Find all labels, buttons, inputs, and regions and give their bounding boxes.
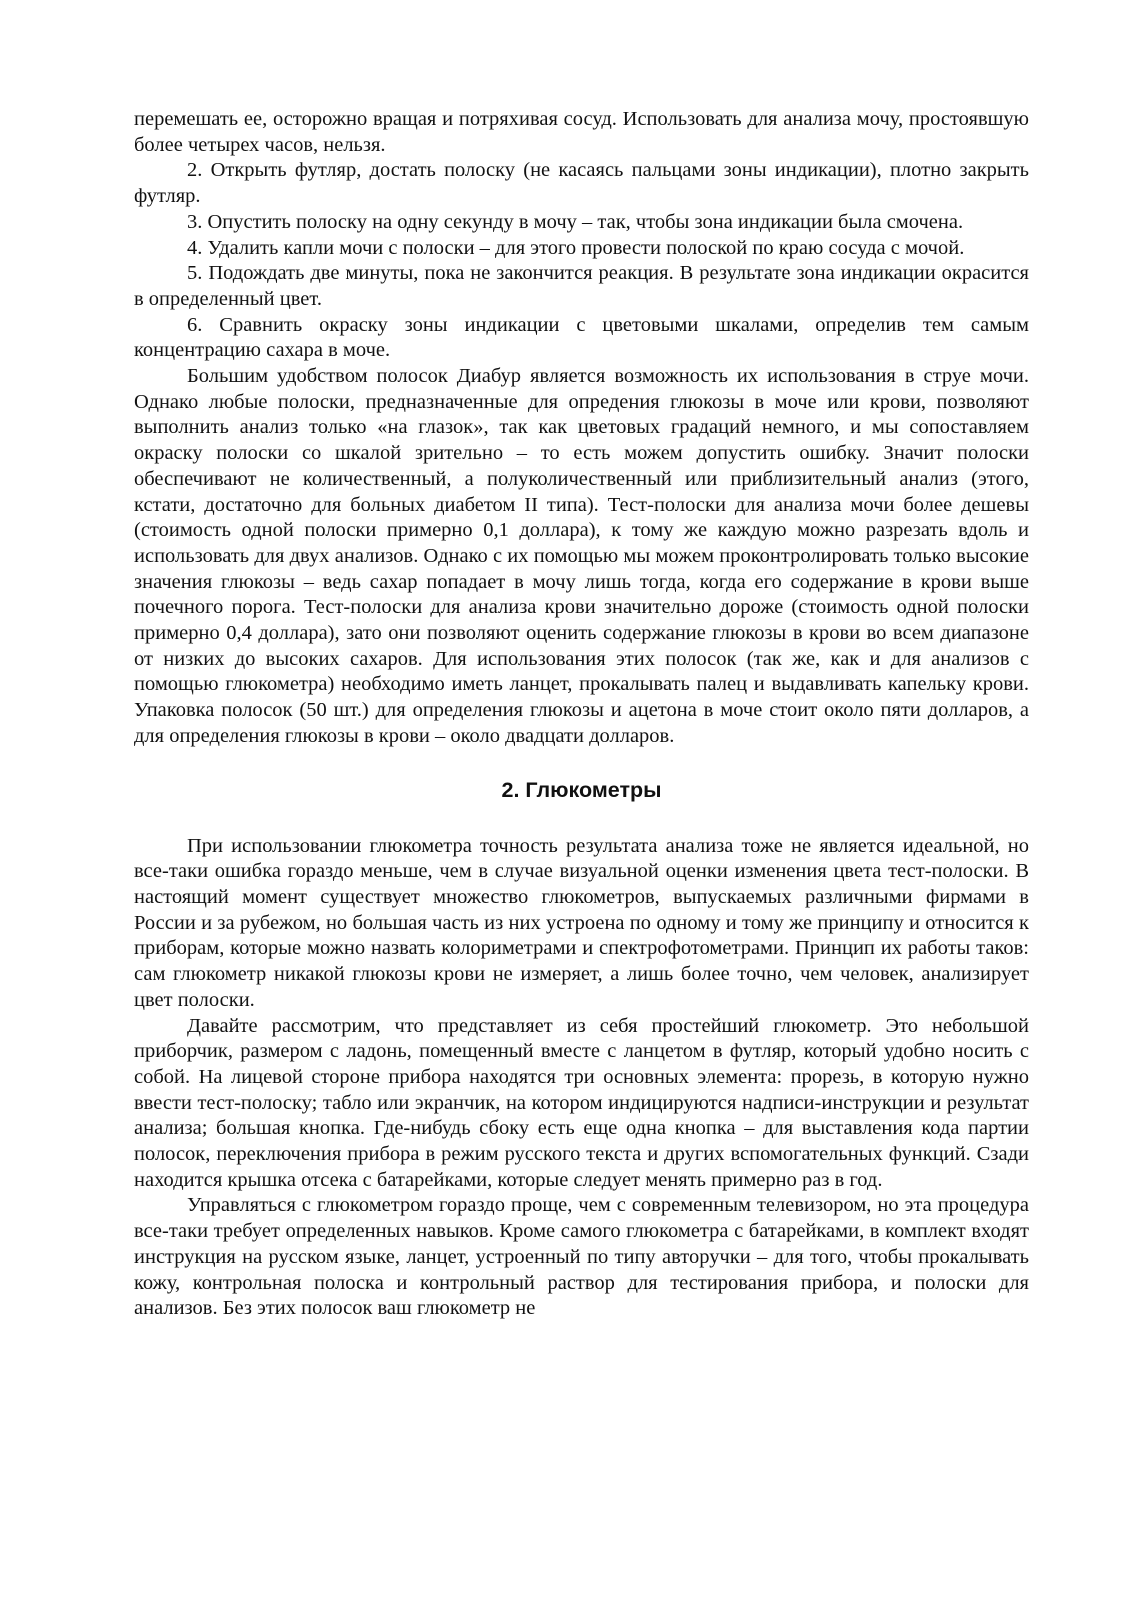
paragraph-glucometer-accuracy: При использовании глюкометра точность результата анализа тоже не является идеальной, но все-таки ошибка гораздо меньше, чем в случае визуальной оценки изменения цвета тест-полоски. В настоящий момент существует множество глюкометров, выпускаемых различными фирмами в России и за рубежом, но большая часть из них устроена по одному и тому же принципу и относится к приборам, которые можно назвать колориметрами и спектрофотометрами. Принцип их работы таков: сам глюкометр никакой глюкозы крови не измеряет, а лишь более точно, чем человек, анализирует цвет полоски. [134,834,1029,1011]
paragraph-glucometer-usage: Управляться с глюкометром гораздо проще, чем с современным телевизором, но эта процедура все-таки требует определенных навыков. Кроме самого глюкометра с батарейками, в комплект входят инструкция на русском языке, ланцет, устроенный по типу авторучки – для того, чтобы прокалывать кожу, контрольная полоска и контрольный раствор для тестирования прибора, и полоски для анализов. Без этих полосок ваш глюкометр не [134,1194,1029,1320]
list-step-6: 6. Сравнить окраску зоны индикации с цветовыми шкалами, определив тем самым концентрацию сахара в моче. [134,313,1029,362]
list-step-4: 4. Удалить капли мочи с полоски – для этого провести полоской по краю сосуда с мочой. [187,236,965,259]
list-step-5: 5. Подождать две минуты, пока не закончится реакция. В результате зона индикации окрасится в определенный цвет. [134,262,1029,310]
paragraph-diabur-strips: Большим удобством полосок Диабур является возможность их использования в струе мочи. Однако любые полоски, предназначенные для опредения глюкозы в моче или крови, позволяют выполнить анализ только «на глазок», так как цветовых градаций немного, и мы сопоставляем окраску полоски со шкалой зрительно – то есть можем допустить ошибку. Значит полоски обеспечивают не количественный, а полуколичественный или приблизительный анализ (этого, кстати, достаточно для больных диабетом II типа). Тест-полоски для анализа мочи более дешевы (стоимость одной полоски примерно 0,1 доллара), к тому же каждую можно разрезать вдоль и использовать для двух анализов. Однако с их помощью мы можем проконтролировать только высокие значения глюкозы – ведь сахар попадает в мочу лишь тогда, когда его содержание в крови выше почечного порога. Тест-полоски для анализа крови значительно дороже (стоимость одной полоски примерно 0,4 доллара), зато они позволяют оценить содержание глюкозы в крови во всем диапазоне от низких до высоких сахаров. Для использования этих полосок (так же, как и для анализов с помощью глюкометра) необходимо иметь ланцет, прокалывать палец и выдавливать капельку крови. Упаковка полосок (50 шт.) для определения глюкозы и ацетона в моче стоит около пяти долларов, а для определения глюкозы в крови – около двадцати долларов. [134,365,1029,747]
paragraph-continuation: перемешать ее, осторожно вращая и потряхивая сосуд. Использовать для анализа мочу, простоявшую более четырех часов, нельзя. [134,108,1029,156]
document-page [134,107,1029,1322]
paragraph-glucometer-description: Давайте рассмотрим, что представляет из себя простейший глюкометр. Это небольшой приборчик, размером с ладонь, помещенный вместе с ланцетом в футляр, который удобно носить с собой. На лицевой стороне прибора находятся три основных элемента: прорезь, в которую нужно ввести тест-полоску; табло или экранчик, на котором индицируются надписи-инструкции и результат анализа; большая кнопка. Где-нибудь сбоку есть еще одна кнопка – для выставления кода партии полосок, переключения прибора в режим русского текста и других вспомогательных функций. Сзади находится крышка отсека с батарейками, которые следует менять примерно раз в год. [134,1014,1029,1191]
section-heading: 2. Глюкометры [501,777,662,802]
list-step-2: 2. Открыть футляр, достать полоску (не касаясь пальцами зоны индикации), плотно закрыть футляр. [134,159,1029,208]
list-step-3: 3. Опустить полоску на одну секунду в мочу – так, чтобы зона индикации была смочена. [187,210,964,233]
